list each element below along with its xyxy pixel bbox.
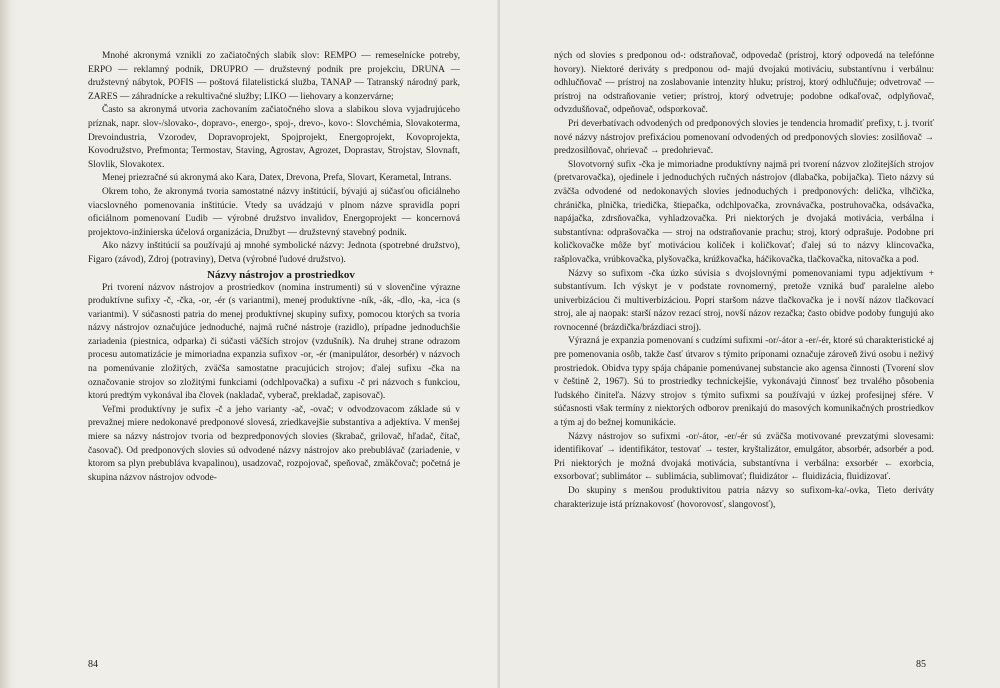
- paragraph: Slovotvorný sufix -čka je mimoriadne produktívny najmä pri tvorení názvov zložitejších strojov (pretvarovačka), ojedinele i jednoduchých ručných nástrojov (dlabačka, pobijačka). Tieto názvy sú zväčša odvodené od nedokonavých slovies jednoduchých i predponových: delička, vlhčička, chránička, plnička, triedička, štiepačka, odchlpovačka, zrovnávačka, postruhovačka, odsávačka, napájačka, zdrsňovačka, vyhladzovačka. Pri niektorých je dvojaká motivácia, verbálna i substantívna: odprašovačka — stroj na odstraňovanie prachu; stroj, ktorý odprašuje. Podobne pri količkovačke môže byť motiváciou količek i količkovať; ďalej sú to názvy klincovačka, rašplovačka, vrúbkovačka, plyšovačka, krúžkovačka, háčikovačka, tlačkovačka, nitovačka a pod.: [554, 159, 934, 265]
- section-heading: Názvy nástrojov a prostriedkov: [207, 268, 355, 281]
- paragraph: Pri deverbatívach odvodených od predponových slovies je tendencia hromadiť prefixy, t. j. tvoriť nové názvy nástrojov prefixáciou pomenovaní odvodených od predponových slovies: zosilňovač → predzosilňovač, ohrievač → predohrievač.: [554, 118, 934, 157]
- paragraph: Okrem toho, že akronymá tvoria samostatné názvy inštitúcií, bývajú aj súčasťou oficiálneho viacslovného pomenovania inštitúcie. Vtedy sa uvádzajú v plnom názve spravidla popri oficiálnom pomenovaní Ľudib — výrobné družstvo invalidov, Energoprojekt — koncernová projektovo-inžinierska účelová organizácia, Družbyt — družstevný stavebný podnik.: [88, 186, 460, 238]
- paragraph: ných od slovies s predponou od-: odstraňovač, odpovedač (prístroj, ktorý odpovedá na telefónne hovory). Niektoré deriváty s predponou od- majú dvojakú motiváciu, substantívnu i verbálnu: odhlučňovač — prístroj na zoslabovanie intenzity hluku; prístroj, ktorý odhlučňuje; odvetrovač — prístroj na odstraňovanie vetier; prístroj, ktorý odvetruje; podobne odkaľovač, odplyňovač, odvzdušňovač, odpeňovač, odsporkovač.: [554, 51, 934, 116]
- paragraph: Názvy so sufixom -čka úzko súvisia s dvojslovnými pomenovaniami typu adjektívum + substantívum. Ich výskyt je v podstate rovnomerný, pretože vzniká buď paralelne alebo univerbizáciou či multiverbizáciou. Popri staršom názve tlačkovačka je i novší názov tlačkovací stroj, ale aj naopak: starší názov rezací stroj, novší názov rezačka; často obidve podoby fungujú ako rovnocenné (brázdička/brázdiaci stroj).: [554, 268, 934, 333]
- paragraph: Názvy nástrojov so sufixmi -or/-átor, -er/-ér sú zväčša motivované prevzatými slovesami: identifikovať → identifikátor, testovať → tester, kryštalizátor, emulgátor, absorbér, adsorbér a pod. Pri niektorých je možná dvojaká motivácia, substantívna i verbálna: exsorbér ← exorbcia, exsorbovať; sublimátor ← sublimácia, sublimovať; fluidizátor ← fluidizácia, fluidizovať.: [554, 431, 934, 483]
- paragraph: Ako názvy inštitúcií sa používajú aj mnohé symbolické názvy: Jednota (spotrebné družstvo), Figaro (závod), Zdroj (potraviny), Detva (výrobné ľudové družstvo).: [88, 241, 460, 265]
- paragraph: Pri tvorení názvov nástrojov a prostriedkov (nomina instrumenti) sú v slovenčine výrazne produktívne sufixy -č, -čka, -or, -ér (s variantmi), menej produktívne -ník, -ák, -dlo, -ka, -ica (s variantmi). V súčasnosti patria do menej produktívnej skupiny sufixy, pomocou ktorých sa tvoria názvy nástrojov označujúce jednoduché, najmä ručné nástroje (razidlo), prípadne jednoduchšie zariadenia (piestnica, odparka) či súčasti väčších strojov (vzdušník). Na druhej strane odrazom procesu automatizácie je mimoriadna expanzia sufixov -or, -ér (manipulátor, desorbér) v názvoch na pomenúvanie zložitých, zväčša samostatne pracujúcich strojov; ďalej sufixu -čka na označovanie strojov so zložitými funkciami (odchlpovačka) a sufixu -č pri názvoch s funkciou, ktorú predtým vykonával iba človek (nakladač, vyberač, prekladač, zapisovač).: [88, 282, 460, 402]
- page-edge-shadow: [0, 0, 18, 688]
- paragraph: Často sa akronymá utvoria zachovaním začiatočného slova a slabikou slova vyjadrujúceho príznak, napr. slov-/slovako-, dopravo-, energo-, spoj-, drevo-, kovo-: Slovchémia, Slovakoterma, Drevoindustria, Vzorodev, Dopravoprojekt, Spojprojekt, Energoprojekt, Kovoprojekta, Kovodružstvo, Prefmonta; Termostav, Staving, Agrostav, Agrozet, Doprastav, Strojstav, Slovnaft, Slovlik, Slovakotex.: [88, 105, 460, 170]
- paragraph: Veľmi produktívny je sufix -č a jeho varianty -ač, -ovač; v odvodzovacom základe sú v prevažnej miere nedokonavé predponové slovesá, zriedkavejšie substantíva a adjektíva. V menšej miere sa názvy nástrojov tvoria od bezpredponových slovies (škrabač, grilovač, hľadač, čítač, časovač). Od predponových slovies sú odvodené názvy nástrojov ako prebublávač (zariadenie, v ktorom sa plyn prebubláva kvapalinou), usadzovač, rozpojovač, speňovač, zmäkčovač; početná je skupina názvov nástrojov odvode-: [88, 404, 460, 483]
- right-page: [500, 0, 1000, 688]
- paragraph: Výrazná je expanzia pomenovaní s cudzími sufixmi -or/-átor a -er/-ér, ktoré sú charakteristické aj pre pomenovania osôb, takže časť útvarov s týmito príponami označuje zároveň živú osobu i neživý prostriedok. Obidva typy spája chápanie pomenúvanej substancie ako agensa činnosti (Tvorení slov v češtině 2, 1967). Sú to prostriedky technickejšie, vykonávajú činnosť bez trvalého pôsobenia ľudského činiteľa. Názvy strojov s týmito sufixmi sa používajú v úzkej profesijnej sfére. V súčasnosti však termíny z niektorých odborov prenikajú do masových komunikačných prostriedkov a tým aj do bežnej komunikácie.: [554, 336, 934, 429]
- paragraph: Do skupiny s menšou produktivitou patria názvy so sufixom-ka/-ovka, Tieto deriváty charakterizuje istá príznakovosť (hovorovosť, slangovosť),: [554, 486, 934, 510]
- paragraph: Menej priezračné sú akronymá ako Kara, Datex, Drevona, Prefa, Slovart, Kerametal, Intrans.: [102, 173, 452, 184]
- paragraph: Mnohé akronymá vznikli zo začiatočných slabík slov: REMPO — remeselnícke potreby, ERPO — reklamný podnik, DRUPRO — družstevný podnik pre projekciu, DRUNA — družstevný nábytok, POFIS — poštová filatelistická služba, TANAP — Tatranský národný park, ZARES — záhradnícke a rekultivačné služby; LIKO — liehovary a konzervárne;: [88, 51, 460, 102]
- right-page-text: [554, 50, 934, 512]
- page-number: 85: [916, 659, 926, 670]
- left-page-text: [88, 50, 460, 485]
- page-number: 84: [88, 659, 98, 670]
